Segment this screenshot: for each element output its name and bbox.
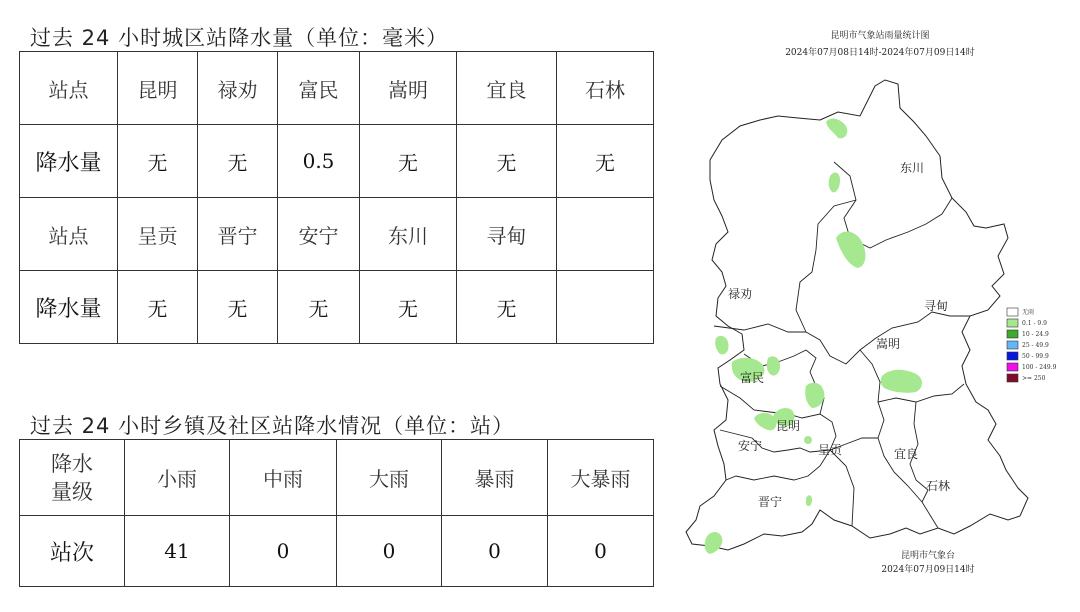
town-rainfall-table: [19, 439, 654, 587]
rain-value: 无: [457, 271, 557, 344]
legend-swatch: [1007, 374, 1018, 382]
map-label-kunming: 昆明: [776, 419, 801, 433]
station-name: 石林: [557, 52, 654, 125]
map-label-dongchuan: 东川: [900, 161, 925, 175]
legend-label: 100 - 249.9: [1022, 364, 1057, 371]
legend-swatch: [1007, 341, 1018, 349]
rain-value: 无: [198, 125, 278, 198]
empty-cell: [557, 198, 654, 271]
station-count: 0: [230, 516, 337, 587]
rain-level: 暴雨: [442, 440, 548, 516]
map-label-shilin: 石林: [926, 479, 951, 493]
map-label-chenggong: 呈贡: [818, 443, 843, 457]
station-count: 41: [125, 516, 230, 587]
legend-swatch: [1007, 308, 1018, 316]
empty-cell: [557, 271, 654, 344]
legend-swatch: [1007, 330, 1018, 338]
map-label-yiliang: 宜良: [894, 447, 919, 461]
map-footer-org: 昆明市气象台: [900, 551, 956, 561]
station-name: 寻甸: [457, 198, 557, 271]
legend-swatch: [1007, 319, 1018, 327]
city-rainfall-title: 过去 24 小时城区站降水量（单位：毫米）: [30, 26, 449, 50]
rain-level: 中雨: [230, 440, 337, 516]
row-label-rain: 降水量: [20, 125, 118, 198]
legend-swatch: [1007, 363, 1018, 371]
station-name: 东川: [360, 198, 457, 271]
map-outline: [686, 80, 1028, 550]
legend-label: 10 - 24.9: [1022, 331, 1049, 338]
map-label-luquan: 禄劝: [728, 287, 753, 301]
rain-value: 无: [198, 271, 278, 344]
row-label-level: [20, 440, 125, 516]
level-label-line2: 量级: [51, 479, 93, 504]
table-row: [20, 516, 654, 587]
row-label-count: 站次: [20, 516, 125, 587]
table-row: [20, 125, 654, 198]
station-name: 呈贡: [118, 198, 198, 271]
station-name: 宜良: [457, 52, 557, 125]
city-rainfall-table: [19, 51, 654, 344]
legend-label: 50 - 99.9: [1022, 353, 1049, 360]
rainfall-map: [670, 20, 1070, 580]
station-name: 禄劝: [198, 52, 278, 125]
map-label-songming: 嵩明: [876, 337, 901, 351]
rain-value: 无: [278, 271, 360, 344]
table-row: [20, 271, 654, 344]
rain-level: 大雨: [337, 440, 442, 516]
map-label-anning: 安宁: [738, 439, 763, 453]
rain-value: 无: [118, 125, 198, 198]
row-label-station: 站点: [20, 52, 118, 125]
station-count: 0: [337, 516, 442, 587]
station-name: 晋宁: [198, 198, 278, 271]
station-name: 安宁: [278, 198, 360, 271]
rain-level: 小雨: [125, 440, 230, 516]
map-legend: [1007, 308, 1057, 382]
station-name: 富民: [278, 52, 360, 125]
rain-value: 无: [360, 271, 457, 344]
legend-swatch: [1007, 352, 1018, 360]
map-title: 昆明市气象站雨量统计图: [830, 31, 930, 41]
level-label-line1: 降水: [51, 451, 93, 476]
rain-level: 大暴雨: [548, 440, 654, 516]
map-label-fumin: 富民: [740, 371, 765, 385]
legend-label: >= 250: [1022, 375, 1046, 382]
table-row: [20, 440, 654, 516]
rain-value: 0.5: [278, 125, 360, 198]
rain-value: 无: [360, 125, 457, 198]
table-row: [20, 198, 654, 271]
station-name: 昆明: [118, 52, 198, 125]
station-count: 0: [548, 516, 654, 587]
station-name: 嵩明: [360, 52, 457, 125]
map-period: 2024年07月08日14时-2024年07月09日14时: [785, 48, 975, 58]
map-label-jinning: 晋宁: [758, 495, 783, 509]
legend-label: 25 - 49.9: [1022, 342, 1049, 349]
rain-value: 无: [457, 125, 557, 198]
table-row: [20, 52, 654, 125]
town-rainfall-title: 过去 24 小时乡镇及社区站降水情况（单位：站）: [30, 414, 515, 438]
map-footer-time: 2024年07月09日14时: [881, 565, 975, 575]
rain-value: 无: [118, 271, 198, 344]
legend-label: 0.1 - 9.9: [1022, 320, 1047, 327]
row-label-station: 站点: [20, 198, 118, 271]
row-label-rain: 降水量: [20, 271, 118, 344]
legend-label: 无雨: [1022, 309, 1035, 316]
map-label-xundian: 寻甸: [924, 299, 949, 313]
station-count: 0: [442, 516, 548, 587]
rain-value: 无: [557, 125, 654, 198]
